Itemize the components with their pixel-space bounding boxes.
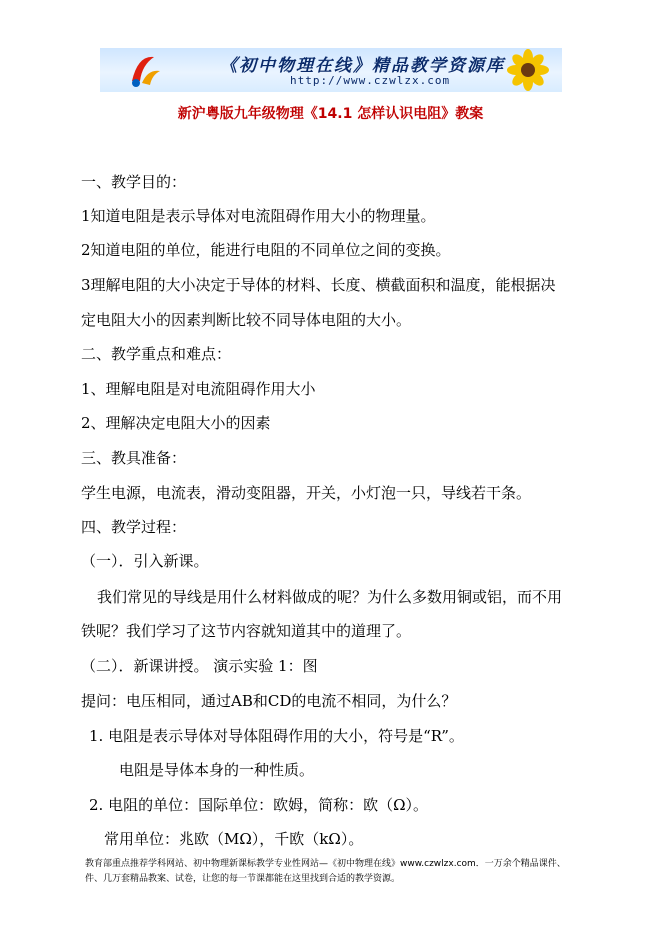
equipment-line: 学生电源，电流表，滑动变阻器，开关，小灯泡一只，导线若干条。 bbox=[81, 484, 532, 502]
footer-line: 件、几万套精品教案、试卷，让您的每一节课都能在这里找到合适的教学资源。 bbox=[85, 874, 401, 884]
section-heading-key-points: 二、教学重点和难点： bbox=[81, 345, 232, 363]
unit-line: 常用单位：兆欧（MΩ），千欧（kΩ）。 bbox=[104, 830, 364, 848]
unit-line: 2. 电阻的单位：国际单位：欧姆，简称：欧（Ω）。 bbox=[89, 796, 429, 814]
section-heading-objectives: 一、教学目的： bbox=[81, 173, 187, 191]
process-step-heading: （二）．新课讲授。 演示实验 1：图 bbox=[81, 657, 318, 675]
objective-line: 2知道电阻的单位，能进行电阻的不同单位之间的变换。 bbox=[81, 241, 451, 259]
question-line: 提问：电压相同，通过AB和CD的电流不相同，为什么？ bbox=[81, 692, 457, 710]
key-point-line: 1、理解电阻是对电流阻碍作用大小 bbox=[81, 380, 316, 398]
definition-line: 电阻是导体本身的一种性质。 bbox=[119, 761, 315, 779]
sunflower-icon bbox=[498, 48, 558, 92]
banner-url[interactable]: http://www.czwlzx.com bbox=[290, 74, 451, 87]
section-heading-process: 四、教学过程： bbox=[81, 518, 187, 536]
key-point-line: 2、理解决定电阻大小的因素 bbox=[81, 414, 271, 432]
site-logo-icon bbox=[124, 51, 164, 89]
section-heading-equipment: 三、教具准备： bbox=[81, 449, 187, 467]
banner-title: 《初中物理在线》精品教学资源库 bbox=[220, 56, 505, 76]
footer-line: 教育部重点推荐学科网站、初中物理新课标教学专业性网站—《初中物理在线》www.czwlzx.com．一万余个精品课件、 bbox=[85, 859, 566, 869]
paragraph-line: 铁呢？我们学习了这节内容就知道其中的道理了。 bbox=[81, 622, 412, 640]
page-footer bbox=[85, 857, 625, 887]
objective-line: 定电阻大小的因素判断比较不同导体电阻的大小。 bbox=[81, 311, 412, 329]
header-banner bbox=[100, 48, 562, 92]
paragraph-line: 我们常见的导线是用什么材料做成的呢？为什么多数用铜或铝，而不用 bbox=[97, 588, 563, 606]
document-title: 新沪粤版九年级物理《14.1 怎样认识电阻》教案 bbox=[177, 106, 484, 122]
objective-line: 3理解电阻的大小决定于导体的材料、长度、横截面积和温度，能根据决 bbox=[81, 276, 556, 294]
definition-line: 1. 电阻是表示导体对导体阻碍作用的大小，符号是“R”。 bbox=[89, 727, 464, 745]
process-step-heading: （一）．引入新课。 bbox=[81, 552, 209, 570]
objective-line: 1知道电阻是表示导体对电流阻碍作用大小的物理量。 bbox=[81, 207, 436, 225]
